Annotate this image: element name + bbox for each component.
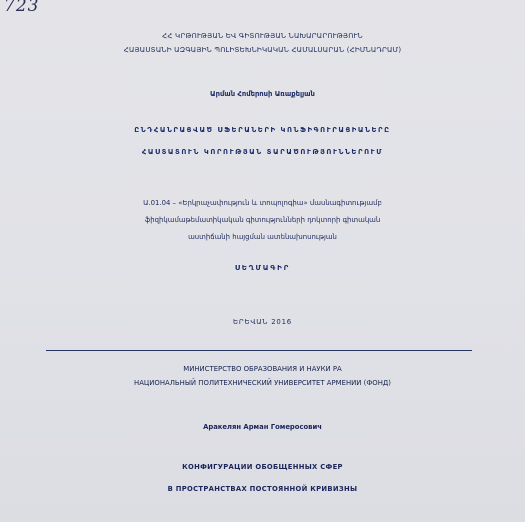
am-degree-line1: Ա.01.04 – «Երկրաչափություն և տոպոլոգիա» մասնագիտությամբ (143, 199, 382, 207)
am-title-line1: ԸՆԴՀԱՆՐԱՑՎԱԾ ՍՖԵՐԱՆԵՐԻ ԿՈՆՖԻԳՈՒՐԱՑԻԱՆԵՐԸ (134, 126, 391, 134)
ru-author: Аракелян Арман Гомеросович (203, 423, 322, 431)
am-author: Արման Հոմերոսի Առաքելյան (210, 90, 315, 98)
am-city-year: ԵՐԵՎԱՆ 2016 (233, 318, 292, 326)
am-abstract-label: ՍԵՂՄԱԳԻՐ (234, 264, 291, 272)
am-degree-line3: աստիճանի հայցման ատենախոսության (188, 233, 337, 241)
ru-title-line1: КОНФИГУРАЦИИ ОБОБЩЕННЫХ СФЕР (182, 463, 343, 471)
am-ministry-line1: ՀՀ ԿՐԹՈՒԹՅԱՆ ԵՎ ԳԻՏՈՒԹՅԱՆ ՆԱԽԱՐԱՐՈՒԹՅՈՒՆ (162, 32, 363, 40)
ru-ministry-line2: НАЦИОНАЛЬНЫЙ ПОЛИТЕХНИЧЕСКИЙ УНИВЕРСИТЕТ АРМЕНИИ (ФОНД) (134, 379, 391, 387)
am-title-line2: ՀԱՍՏԱՏՈՒՆ ԿՈՐՈՒԹՅԱՆ ՏԱՐԱԾՈՒԹՅՈՒՆՆԵՐՈՒՄ (141, 148, 384, 156)
ru-title-line2: В ПРОСТРАНСТВАХ ПОСТОЯННОЙ КРИВИЗНЫ (167, 485, 358, 493)
divider-rule (46, 350, 472, 351)
ru-ministry-line1: МИНИСТЕРСТВО ОБРАЗОВАНИЯ И НАУКИ РА (183, 365, 342, 373)
am-degree-line2: ֆիզիկամաթեմատիկական գիտությունների դոկտորի գիտական (144, 216, 381, 224)
handwritten-number: 723 (4, 0, 40, 16)
am-ministry-line2: ՀԱՅԱՍՏԱՆԻ ԱԶԳԱՅԻՆ ՊՈԼԻՏԵԽՆԻԿԱԿԱՆ ՀԱՄԱԼՍԱՐԱՆ (ՀԻՄՆԱԴՐԱՄ) (123, 46, 402, 54)
